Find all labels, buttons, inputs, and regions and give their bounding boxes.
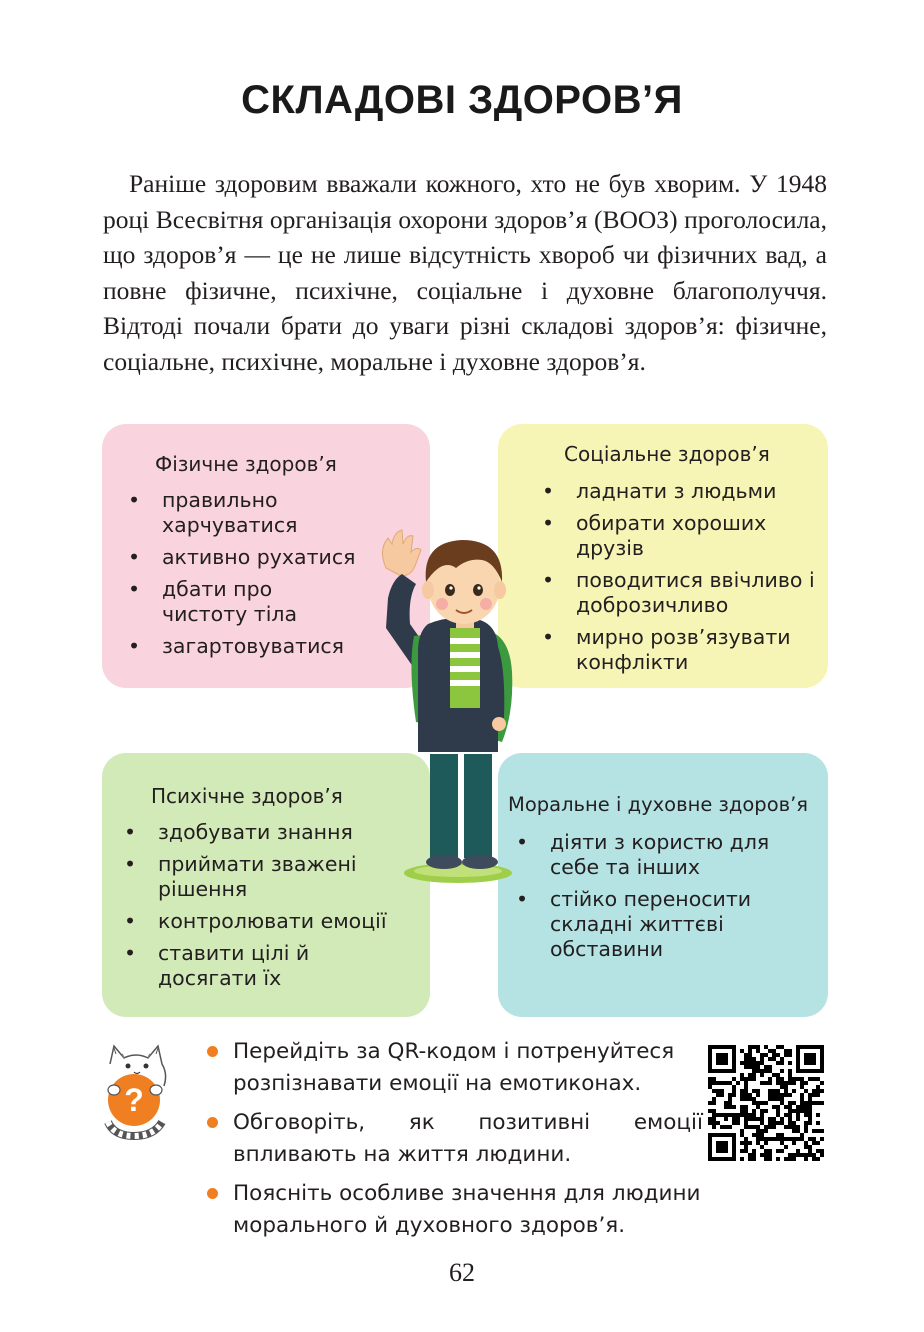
task-item: Обговоріть, як позитивні емоції впливають на життя людини. bbox=[205, 1107, 703, 1171]
svg-text:?: ? bbox=[124, 1082, 144, 1118]
list-item: • загартовуватися bbox=[128, 634, 388, 659]
page-title: СКЛАДОВІ ЗДОРОВ’Я bbox=[241, 78, 683, 122]
list-item: • ладнати з людьми bbox=[542, 479, 822, 504]
moral-health-title: Моральне і духовне здоров’я bbox=[508, 793, 809, 816]
moral-health-box bbox=[498, 753, 828, 1017]
list-item: • приймати зважені рішення bbox=[124, 852, 368, 902]
list-item: • обирати хороших друзів bbox=[542, 511, 776, 561]
page-number: 62 bbox=[449, 1258, 475, 1287]
task-item: Поясніть особливе значення для людини морального й духовного здоров’я. bbox=[205, 1178, 833, 1242]
boy-illustration bbox=[366, 528, 542, 890]
mental-health-title: Психічне здоров’я bbox=[151, 784, 343, 808]
list-item: • здобувати знання bbox=[124, 820, 424, 845]
social-health-list bbox=[542, 479, 822, 682]
list-item: • контролювати емоції bbox=[124, 909, 424, 934]
list-item: • правильно харчуватися bbox=[128, 488, 302, 538]
cat-question-icon bbox=[100, 1034, 172, 1144]
qr-code[interactable] bbox=[708, 1045, 824, 1161]
social-health-box bbox=[498, 424, 828, 688]
list-item: • діяти з користю для себе та інших bbox=[516, 830, 820, 880]
physical-health-title: Фізичне здоров’я bbox=[155, 452, 337, 476]
intro-paragraph: Раніше здоровим вважали кожного, хто не був хворим. У 1948 році Всесвітня організація охорони здоров’я (ВООЗ) проголосила, що здоров’я — це не лише відсутність хвороб чи фізичних вад, а повне фізичне, психічне, соціальне і духовне благополуччя. Відтоді почали брати до уваги різні складові здоров’я: фізичне, соціальне, психічне, моральне і духовне здоров’я. bbox=[103, 169, 827, 376]
list-item: • стійко переносити складні життєві обставини bbox=[516, 887, 780, 962]
task-item: Перейдіть за QR-кодом і потренуйтеся розпізнавати емоції на емотиконах. bbox=[205, 1036, 703, 1100]
moral-health-list bbox=[516, 830, 816, 969]
list-item: • ставити цілі й досягати їх bbox=[124, 941, 338, 991]
list-item: • поводитися ввічливо і доброзичливо bbox=[542, 568, 816, 618]
list-item: • активно рухатися bbox=[128, 545, 388, 570]
physical-health-list bbox=[128, 488, 388, 666]
social-health-title: Соціальне здоров’я bbox=[564, 442, 770, 466]
list-item: • дбати про чистоту тіла bbox=[128, 577, 362, 627]
list-item: • мирно розв’язувати конфлікти bbox=[542, 625, 816, 675]
